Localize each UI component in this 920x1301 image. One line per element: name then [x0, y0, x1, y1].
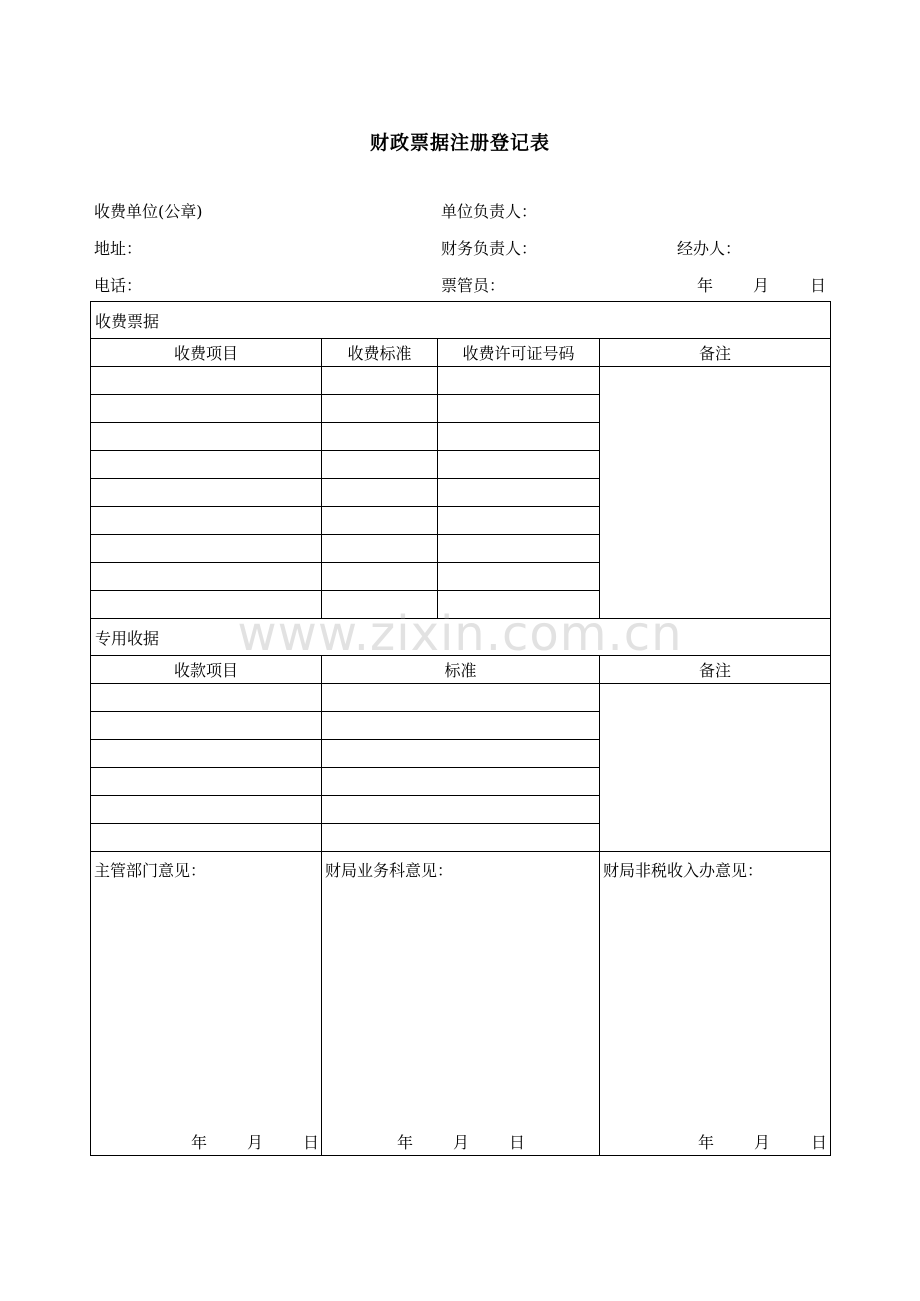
fee-standard-cell[interactable]: [322, 479, 438, 507]
ticket-admin-label: 票管员：: [441, 276, 506, 295]
fee-item-cell[interactable]: [91, 591, 322, 619]
fee-standard-cell[interactable]: [322, 395, 438, 423]
remarks-cell-2[interactable]: [600, 684, 831, 852]
receipt-item-cell[interactable]: [91, 684, 322, 712]
license-cell[interactable]: [438, 591, 600, 619]
fee-standard-cell[interactable]: [322, 507, 438, 535]
month-label: 月: [753, 276, 770, 295]
standard-cell[interactable]: [322, 768, 600, 796]
header-date: [697, 273, 827, 293]
unit-head-label: 单位负责人：: [441, 202, 538, 221]
fee-item-cell[interactable]: [91, 451, 322, 479]
license-cell[interactable]: [438, 535, 600, 563]
fee-item-cell[interactable]: [91, 535, 322, 563]
col-license-number: 收费许可证号码: [438, 339, 600, 367]
fee-item-cell[interactable]: [91, 507, 322, 535]
license-cell[interactable]: [438, 395, 600, 423]
month-label: 月: [247, 1133, 264, 1152]
opinion-dept-label: 主管部门意见：: [94, 861, 207, 880]
year-label: 年: [698, 1133, 715, 1152]
finance-head-label: 财务负责人：: [441, 239, 538, 258]
standard-cell[interactable]: [322, 684, 600, 712]
day-label: 日: [303, 1133, 320, 1152]
opinion-nontax-date: [698, 1133, 828, 1153]
opinion-dept-cell[interactable]: [91, 852, 322, 1156]
day-label: 日: [810, 276, 827, 295]
page-title: 财政票据注册登记表: [369, 132, 550, 154]
year-label: 年: [697, 276, 714, 295]
handler-label: 经办人：: [677, 239, 742, 258]
opinion-bureau-label: 财局业务科意见：: [325, 861, 454, 880]
license-cell[interactable]: [438, 367, 600, 395]
license-cell[interactable]: [438, 507, 600, 535]
col-fee-standard: 收费标准: [322, 339, 438, 367]
section-fee-receipts-title: 收费票据: [91, 302, 831, 339]
year-label: 年: [191, 1133, 208, 1152]
fee-item-cell[interactable]: [91, 367, 322, 395]
month-label: 月: [453, 1133, 470, 1152]
license-cell[interactable]: [438, 451, 600, 479]
fee-standard-cell[interactable]: [322, 535, 438, 563]
year-label: 年: [397, 1133, 414, 1152]
standard-cell[interactable]: [322, 796, 600, 824]
fee-standard-cell[interactable]: [322, 423, 438, 451]
fee-item-cell[interactable]: [91, 395, 322, 423]
col-receipt-item: 收款项目: [91, 656, 322, 684]
col-standard: 标准: [322, 656, 600, 684]
standard-cell[interactable]: [322, 824, 600, 852]
license-cell[interactable]: [438, 479, 600, 507]
unit-label: 收费单位(公章): [94, 202, 203, 221]
fee-standard-cell[interactable]: [322, 563, 438, 591]
standard-cell[interactable]: [322, 740, 600, 768]
fee-item-cell[interactable]: [91, 479, 322, 507]
license-cell[interactable]: [438, 563, 600, 591]
fee-item-cell[interactable]: [91, 563, 322, 591]
watermark: www.zixin.com.cn: [237, 606, 683, 662]
fee-standard-cell[interactable]: [322, 591, 438, 619]
receipt-item-cell[interactable]: [91, 824, 322, 852]
receipt-item-cell[interactable]: [91, 740, 322, 768]
receipt-item-cell[interactable]: [91, 796, 322, 824]
month-label: 月: [754, 1133, 771, 1152]
remarks-cell[interactable]: [600, 367, 831, 619]
opinion-bureau-date: [397, 1133, 525, 1153]
fee-item-cell[interactable]: [91, 423, 322, 451]
address-label: 地址：: [94, 239, 143, 258]
fee-standard-cell[interactable]: [322, 367, 438, 395]
day-label: 日: [811, 1133, 828, 1152]
opinion-dept-date: [191, 1133, 319, 1153]
section-special-receipts-title: 专用收据: [91, 619, 831, 656]
col-remarks: 备注: [600, 339, 831, 367]
registration-table: [90, 301, 831, 1156]
license-cell[interactable]: [438, 423, 600, 451]
standard-cell[interactable]: [322, 712, 600, 740]
receipt-item-cell[interactable]: [91, 712, 322, 740]
col-fee-item: 收费项目: [91, 339, 322, 367]
col-remarks-2: 备注: [600, 656, 831, 684]
fee-standard-cell[interactable]: [322, 451, 438, 479]
receipt-item-cell[interactable]: [91, 768, 322, 796]
opinion-nontax-cell[interactable]: [600, 852, 831, 1156]
phone-label: 电话：: [94, 276, 143, 295]
opinion-nontax-label: 财局非税收入办意见：: [603, 861, 764, 880]
opinion-bureau-cell[interactable]: [322, 852, 600, 1156]
day-label: 日: [509, 1133, 526, 1152]
